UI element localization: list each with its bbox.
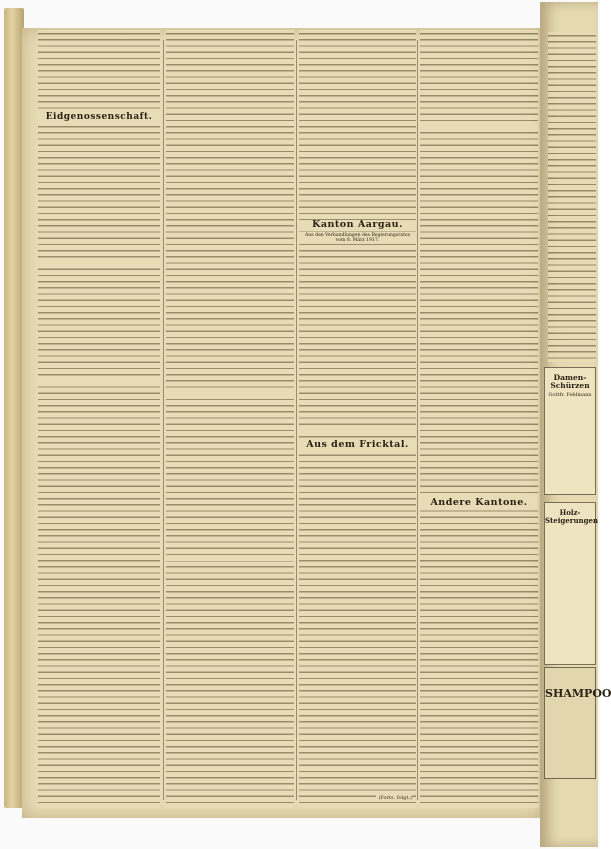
advertisement-schuerzen — [544, 367, 596, 495]
heading-aus-dem-fricktal: Aus dem Fricktal. — [299, 440, 416, 450]
ad-subtitle: Gottfr. Fehlmann — [548, 391, 592, 398]
column-1-text — [38, 30, 160, 808]
section-gap — [166, 392, 294, 395]
column-rule — [417, 40, 418, 800]
column-rule — [296, 40, 297, 800]
heading-eidgenossenschaft: Eidgenossenschaft. — [38, 113, 160, 123]
heading-kanton-aargau: Kanton Aargau. — [299, 220, 416, 230]
book-spine-edge — [4, 8, 24, 808]
column-2-text — [166, 30, 294, 808]
column-3 — [299, 30, 416, 808]
ad-title: Holz-Steigerungen — [545, 508, 599, 525]
ad-title: Damen-Schürzen — [550, 373, 590, 391]
advertisement-shampoo — [544, 667, 611, 779]
section-gap — [420, 125, 538, 128]
adjacent-page-text — [548, 32, 596, 362]
section-gap — [38, 525, 160, 528]
column-3-text — [299, 30, 416, 808]
column-2 — [166, 30, 294, 808]
column-4 — [420, 30, 538, 808]
column-1 — [38, 30, 160, 808]
section-gap — [166, 210, 294, 213]
column-4-text — [420, 30, 538, 808]
section-gap — [38, 380, 160, 383]
ad-title: SHAMPOO — [545, 687, 611, 700]
adjacent-text-lines — [548, 32, 596, 362]
advertisement-holz-steigerungen — [544, 502, 599, 665]
section-gap — [420, 340, 538, 343]
heading-andere-kantone: Andere Kantone. — [420, 498, 538, 508]
adjacent-page — [540, 2, 611, 847]
section-gap — [299, 430, 416, 434]
section-gap — [166, 558, 294, 561]
subheading-regierungsrat: Aus den Verhandlungen des Regierungsrates vom 8. März 1917. — [299, 232, 416, 244]
continuation-note: (Forts. folgt.) — [378, 795, 412, 801]
column-rule — [163, 40, 164, 800]
section-gap — [38, 262, 160, 265]
